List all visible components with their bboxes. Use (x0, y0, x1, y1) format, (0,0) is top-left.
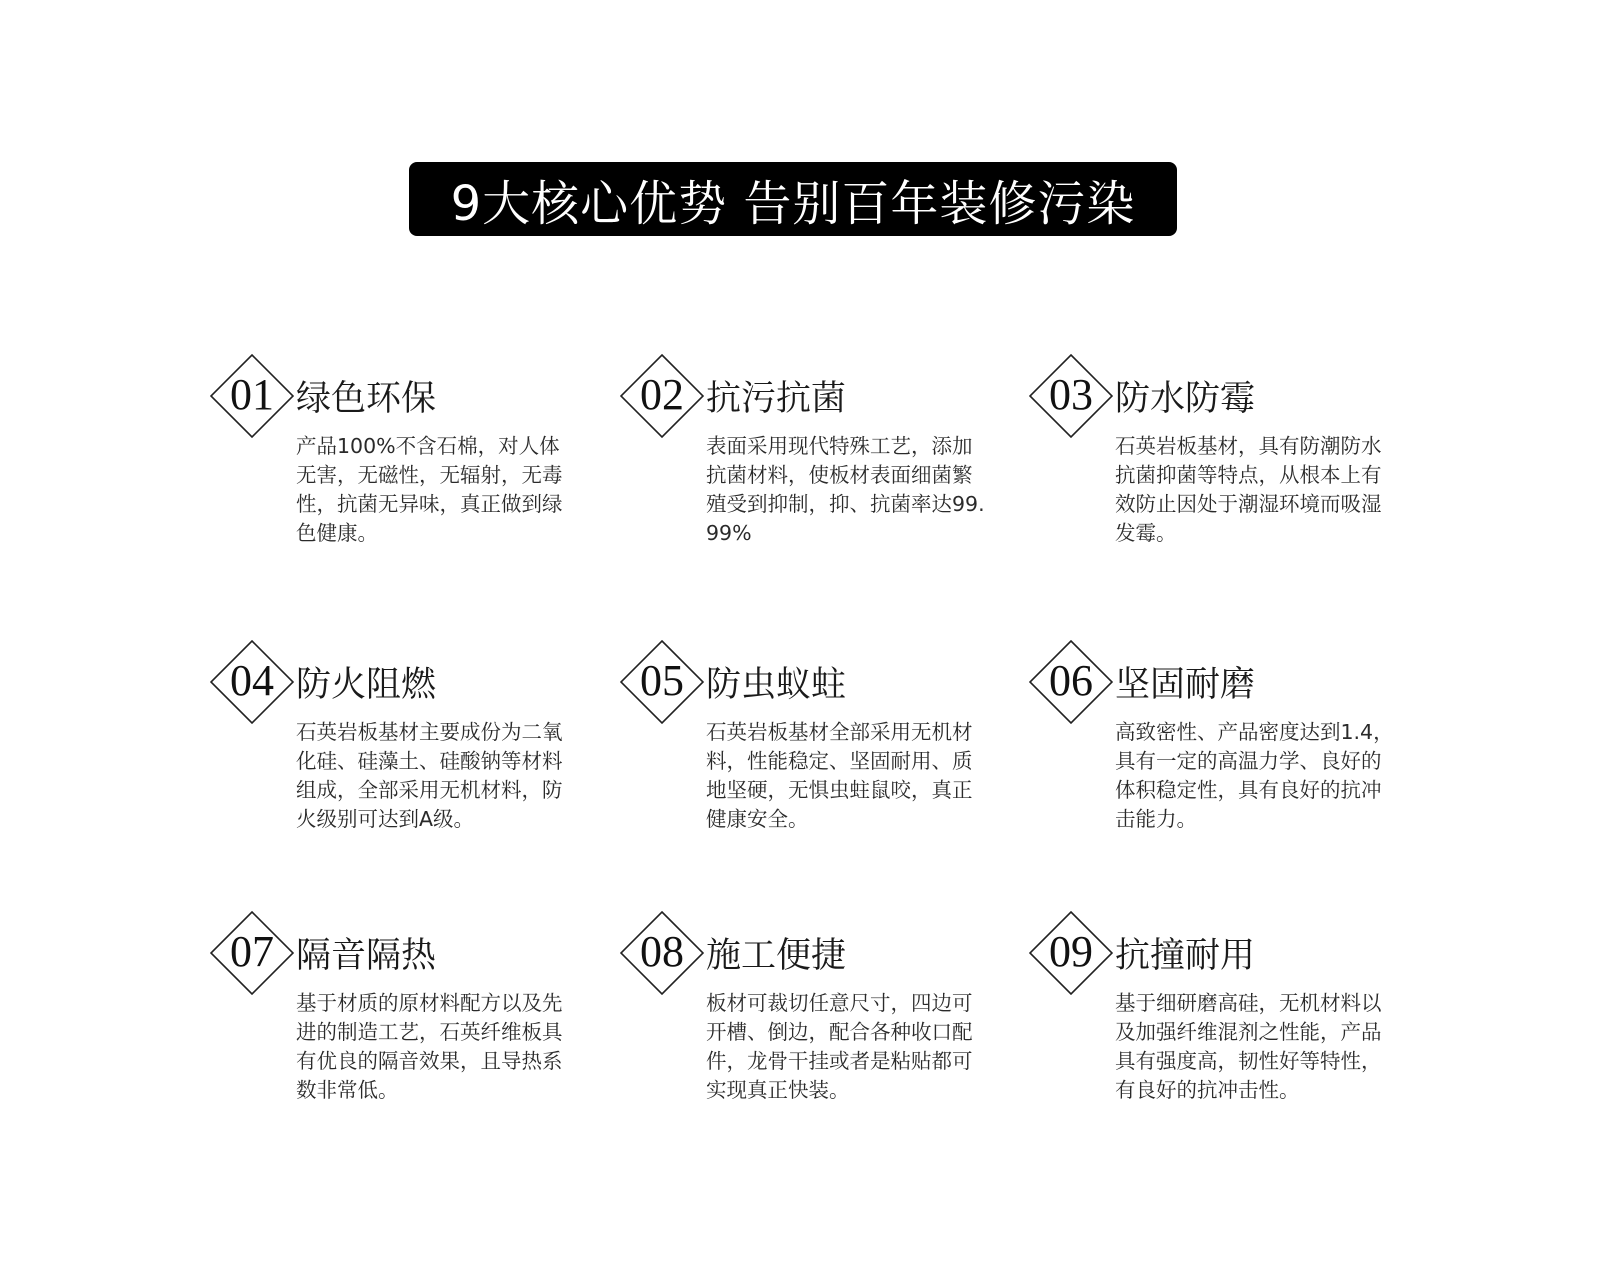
feature-title: 防虫蚁蛀 (706, 665, 847, 705)
diamond-badge-icon (210, 640, 294, 724)
feature-description: 基于细研磨高硅，无机材料以及加强纤维混剂之性能，产品具有强度高，韧性好等特性，有良好的抗冲击性。 (1115, 991, 1382, 1102)
diamond-badge-icon (1029, 640, 1113, 724)
diamond-badge-icon (620, 640, 704, 724)
feature-number: 07 (230, 927, 274, 976)
feature-title: 坚固耐磨 (1115, 665, 1256, 705)
feature-title: 防火阻燃 (296, 665, 437, 705)
feature-number: 02 (640, 370, 684, 419)
feature-card-09 (1019, 911, 1409, 1111)
feature-number: 03 (1049, 370, 1093, 419)
feature-card-04 (200, 640, 590, 840)
feature-description: 产品100%不含石棉，对人体无害，无磁性，无辐射，无毒性，抗菌无异味，真正做到绿色健康。 (296, 434, 563, 545)
feature-description: 石英岩板基材，具有防潮防水抗菌抑菌等特点，从根本上有效防止因处于潮湿环境而吸湿发霉。 (1115, 434, 1382, 545)
feature-number: 09 (1049, 927, 1093, 976)
diamond-badge-icon (210, 911, 294, 995)
feature-title: 绿色环保 (296, 379, 437, 419)
feature-title: 隔音隔热 (296, 936, 437, 976)
feature-title: 抗撞耐用 (1115, 936, 1256, 976)
diamond-badge-icon (620, 354, 704, 438)
feature-description: 石英岩板基材全部采用无机材料，性能稳定、坚固耐用、质地坚硬，无惧虫蛀鼠咬，真正健康安全。 (706, 720, 973, 831)
feature-description: 石英岩板基材主要成份为二氧化硅、硅藻土、硅酸钠等材料组成，全部采用无机材料，防火级别可达到A级。 (296, 720, 563, 831)
feature-card-03 (1019, 354, 1409, 554)
feature-number: 06 (1049, 656, 1093, 705)
feature-number: 05 (640, 656, 684, 705)
feature-title: 施工便捷 (706, 936, 847, 976)
page-title: 9大核心优势 告别百年装修污染 (450, 175, 1136, 232)
feature-number: 08 (640, 927, 684, 976)
diamond-badge-icon (1029, 911, 1113, 995)
feature-card-06 (1019, 640, 1409, 840)
feature-card-01 (200, 354, 590, 554)
feature-description: 板材可裁切任意尺寸，四边可开槽、倒边，配合各种收口配件，龙骨干挂或者是粘贴都可实现真正快装。 (706, 991, 973, 1102)
feature-description: 表面采用现代特殊工艺，添加抗菌材料，使板材表面细菌繁殖受到抑制，抑、抗菌率达99.99% (706, 434, 985, 545)
diamond-badge-icon (1029, 354, 1113, 438)
title-banner (409, 162, 1177, 236)
feature-title: 防水防霉 (1115, 379, 1256, 419)
feature-title: 抗污抗菌 (706, 379, 847, 419)
feature-description: 高致密性、产品密度达到1.4，具有一定的高温力学、良好的体积稳定性，具有良好的抗冲击能力。 (1115, 720, 1394, 831)
feature-number: 01 (230, 370, 274, 419)
feature-card-07 (200, 911, 590, 1111)
feature-card-05 (610, 640, 1000, 840)
diamond-badge-icon (620, 911, 704, 995)
feature-number: 04 (230, 656, 274, 705)
feature-description: 基于材质的原材料配方以及先进的制造工艺，石英纤维板具有优良的隔音效果，且导热系数非常低。 (296, 991, 563, 1102)
diamond-badge-icon (210, 354, 294, 438)
feature-card-08 (610, 911, 1000, 1111)
feature-card-02 (610, 354, 1000, 554)
